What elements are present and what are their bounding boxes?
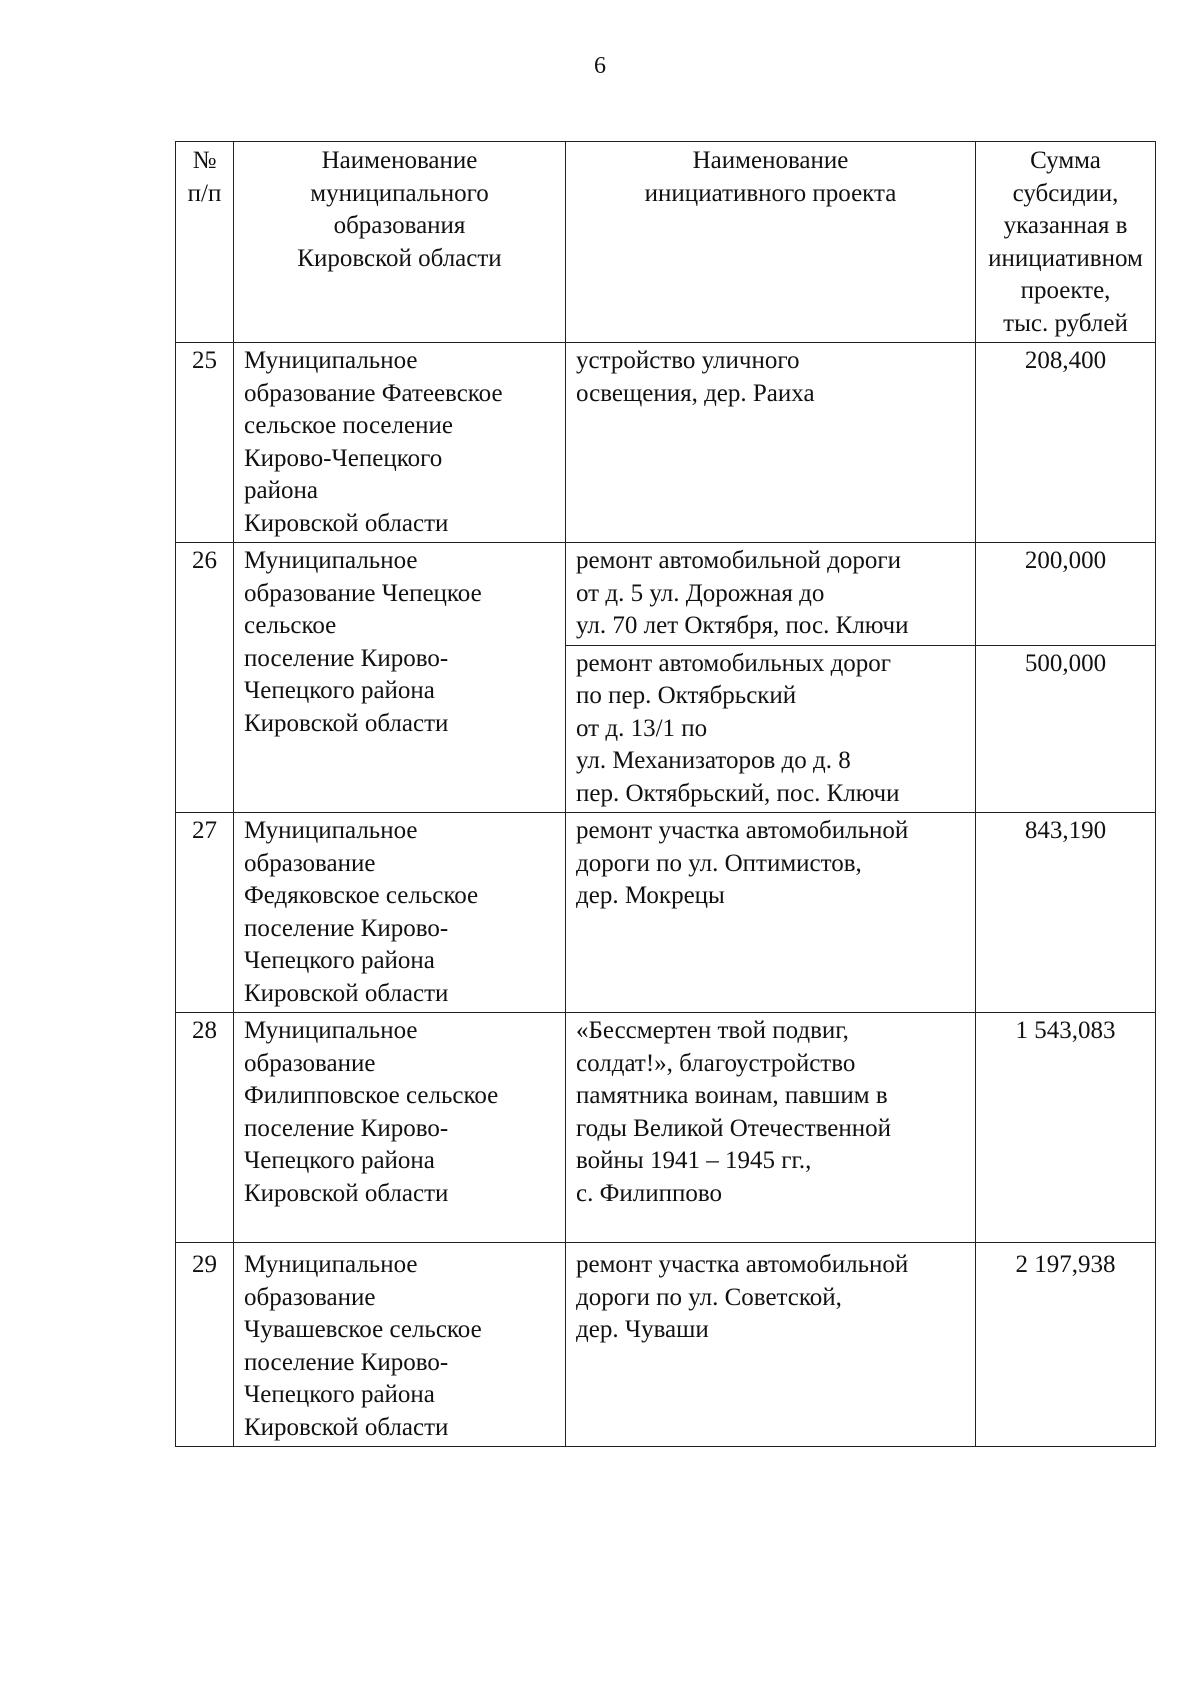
page-number: 6 [594, 53, 606, 79]
table-header-row [176, 142, 1156, 343]
table-row [176, 1013, 1156, 1243]
sum-cell: 843,190 [976, 813, 1156, 1013]
row-number: 25 [176, 343, 234, 543]
sum-cell: 2 197,938 [976, 1243, 1156, 1447]
municipality-cell: Муниципальное образование Фатеевское сельское поселение Кирово-Чепецкого района Кировской области [234, 343, 566, 543]
project-cell: устройство уличного освещения, дер. Раиха [566, 343, 976, 543]
subsidy-table [175, 141, 1156, 1447]
municipality-cell: Муниципальное образование Федяковское сельское поселение Кирово- Чепецкого района Кировской области [234, 813, 566, 1013]
header-num: № п/п [176, 142, 234, 343]
table-row [176, 1243, 1156, 1447]
row-number: 28 [176, 1013, 234, 1243]
project-cell: ремонт автомобильной дороги от д. 5 ул. Дорожная до ул. 70 лет Октября, пос. Ключи [566, 543, 976, 646]
municipality-cell: Муниципальное образование Чепецкое сельское поселение Кирово- Чепецкого района Кировской области [234, 543, 566, 813]
header-project: Наименование инициативного проекта [566, 142, 976, 343]
sum-cell: 500,000 [976, 645, 1156, 813]
project-cell: ремонт участка автомобильной дороги по ул. Оптимистов, дер. Мокрецы [566, 813, 976, 1013]
header-municipality: Наименование муниципального образования Кировской области [234, 142, 566, 343]
project-cell: ремонт автомобильных дорог по пер. Октябрьский от д. 13/1 по ул. Механизаторов до д. 8 пер. Октябрьский, пос. Ключи [566, 645, 976, 813]
table-row [176, 343, 1156, 543]
header-sum: Сумма субсидии, указанная в инициативном проекте, тыс. рублей [976, 142, 1156, 343]
table-row [176, 543, 1156, 646]
sum-cell: 200,000 [976, 543, 1156, 646]
table-row [176, 813, 1156, 1013]
sum-cell: 208,400 [976, 343, 1156, 543]
row-number: 29 [176, 1243, 234, 1447]
row-number: 26 [176, 543, 234, 813]
sum-cell: 1 543,083 [976, 1013, 1156, 1243]
municipality-cell: Муниципальное образование Чувашевское сельское поселение Кирово- Чепецкого района Кировской области [234, 1243, 566, 1447]
row-number: 27 [176, 813, 234, 1013]
project-cell: «Бессмертен твой подвиг, солдат!», благоустройство памятника воинам, павшим в годы Великой Отечественной войны 1941 – 1945 гг., с. Филиппово [566, 1013, 976, 1243]
project-cell: ремонт участка автомобильной дороги по ул. Советской, дер. Чуваши [566, 1243, 976, 1447]
municipality-cell: Муниципальное образование Филипповское сельское поселение Кирово- Чепецкого района Кировской области [234, 1013, 566, 1243]
